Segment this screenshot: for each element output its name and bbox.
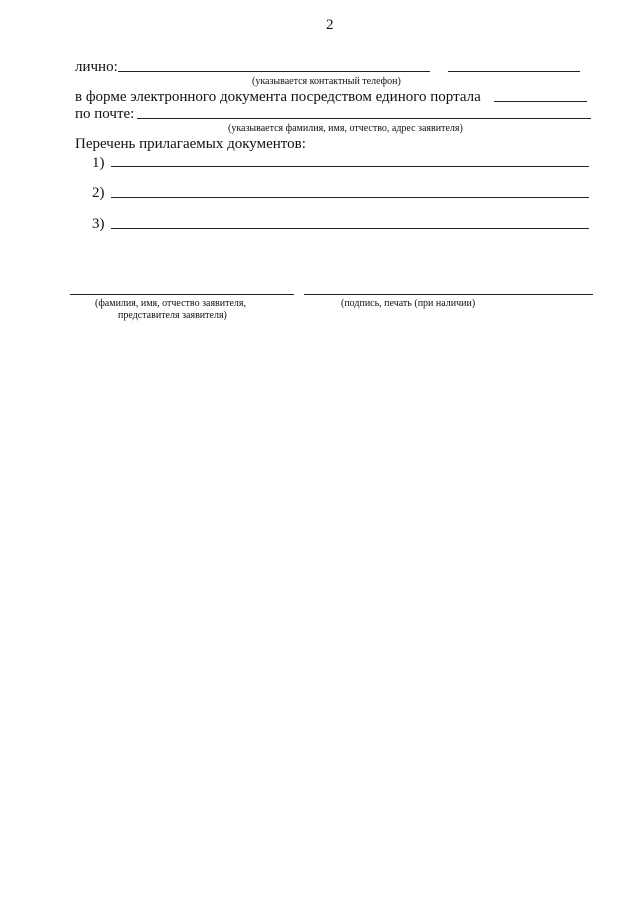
- name-signature-line[interactable]: [70, 294, 294, 295]
- document-item-number: 3): [92, 216, 105, 232]
- post-field[interactable]: [137, 118, 591, 119]
- page-number: 2: [326, 17, 334, 33]
- post-label: по почте:: [75, 106, 135, 122]
- document-item-field[interactable]: [111, 197, 589, 198]
- name-caption-line2: представителя заявителя): [118, 310, 227, 321]
- in-person-extra-field[interactable]: [448, 71, 580, 72]
- document-item-number: 1): [92, 155, 105, 171]
- document-item-number: 2): [92, 185, 105, 201]
- name-caption-line1: (фамилия, имя, отчество заявителя,: [95, 298, 247, 309]
- post-hint: (указывается фамилия, имя, отчество, адрес заявителя): [228, 123, 463, 134]
- document-item-field[interactable]: [111, 228, 589, 229]
- documents-heading: Перечень прилагаемых документов:: [75, 136, 306, 152]
- in-person-field[interactable]: [118, 71, 430, 72]
- sign-caption: (подпись, печать (при наличии): [341, 298, 476, 309]
- in-person-hint: (указывается контактный телефон): [252, 76, 401, 87]
- electronic-label: в форме электронного документа посредством единого портала: [75, 89, 481, 105]
- sign-signature-line[interactable]: [304, 294, 593, 295]
- electronic-field[interactable]: [494, 101, 587, 102]
- document-item-field[interactable]: [111, 166, 589, 167]
- in-person-label: лично:: [75, 59, 118, 75]
